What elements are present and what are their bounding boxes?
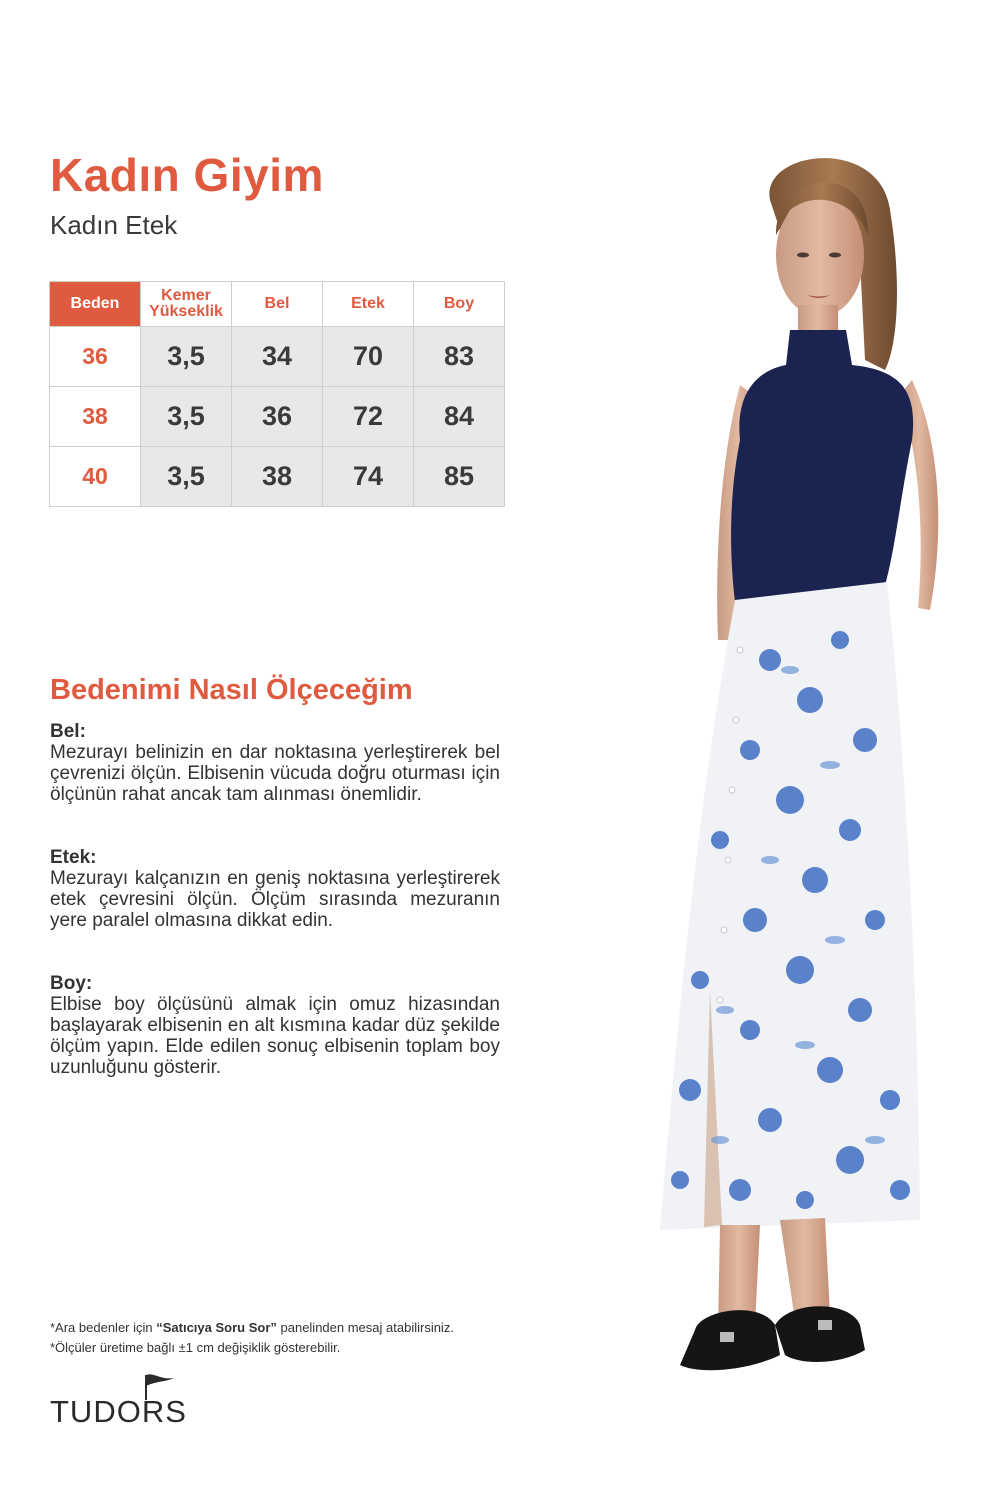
footnote-1-suffix: panelinden mesaj atabilirsiniz.: [276, 1320, 454, 1335]
kemer-cell: 3,5: [141, 447, 232, 507]
column-header-yukseklik: Yükseklik: [149, 303, 223, 320]
howto-title: Bedenimi Nasıl Ölçeceğim: [50, 674, 413, 706]
footnote-2: *Ölçüler üretime bağlı ±1 cm değişiklik gösterebilir.: [50, 1340, 341, 1355]
column-header-boy: Boy: [414, 282, 505, 327]
column-header-kemer-yukseklik: [141, 282, 232, 327]
size-cell: 40: [50, 447, 141, 507]
footnotes: [50, 1318, 454, 1358]
page-subtitle: Kadın Etek: [50, 210, 178, 240]
column-header-etek: Etek: [323, 282, 414, 327]
column-header-kemer: Kemer: [161, 287, 211, 304]
model-photo: [600, 140, 1000, 1430]
size-table-header-row: [50, 282, 505, 327]
table-row: [50, 327, 505, 387]
boy-cell: 83: [414, 327, 505, 387]
etek-cell: 74: [323, 447, 414, 507]
size-table: [49, 281, 505, 507]
bel-cell: 38: [232, 447, 323, 507]
section-text: Mezurayı belinizin en dar noktasına yerleştirerek bel çevrenizi ölçün. Elbisenin vücuda doğru oturması için ölçünün rahat ancak tam alınması önemlidir.: [50, 742, 500, 805]
kemer-cell: 3,5: [141, 387, 232, 447]
section-heading: Etek:: [50, 847, 97, 868]
bel-cell: 34: [232, 327, 323, 387]
table-row: [50, 387, 505, 447]
etek-cell: 70: [323, 327, 414, 387]
section-heading: Boy:: [50, 973, 93, 994]
boy-cell: 84: [414, 387, 505, 447]
footnote-1-bold: “Satıcıya Soru Sor”: [156, 1320, 277, 1335]
logo-text: TUDORS: [50, 1394, 187, 1429]
kemer-cell: 3,5: [141, 327, 232, 387]
section-text: Elbise boy ölçüsünü almak için omuz hizasından başlayarak elbisenin en alt kısmına kadar düz şekilde ölçüm yapın. Elde edilen sonuç elbisenin toplam boy uzunluğunu gösterir.: [50, 994, 500, 1078]
etek-cell: 72: [323, 387, 414, 447]
footnote-1-prefix: *Ara bedenler için: [50, 1320, 157, 1335]
size-cell: 36: [50, 327, 141, 387]
howto-section-etek: [50, 847, 500, 931]
brand-logo: [50, 1372, 190, 1432]
page-title: Kadın Giyim: [50, 149, 324, 201]
column-header-beden: Beden: [50, 282, 141, 327]
size-cell: 38: [50, 387, 141, 447]
boy-cell: 85: [414, 447, 505, 507]
section-heading: Bel:: [50, 721, 86, 742]
footnote-1: [50, 1318, 454, 1338]
table-row: [50, 447, 505, 507]
bel-cell: 36: [232, 387, 323, 447]
section-text: Mezurayı kalçanızın en geniş noktasına yerleştirerek etek çevresini ölçün. Ölçüm sırasında mezuranın yere paralel olmasına dikkat edin.: [50, 868, 500, 931]
column-header-bel: Bel: [232, 282, 323, 327]
howto-section-boy: [50, 973, 500, 1078]
howto-section-bel: [50, 721, 500, 805]
